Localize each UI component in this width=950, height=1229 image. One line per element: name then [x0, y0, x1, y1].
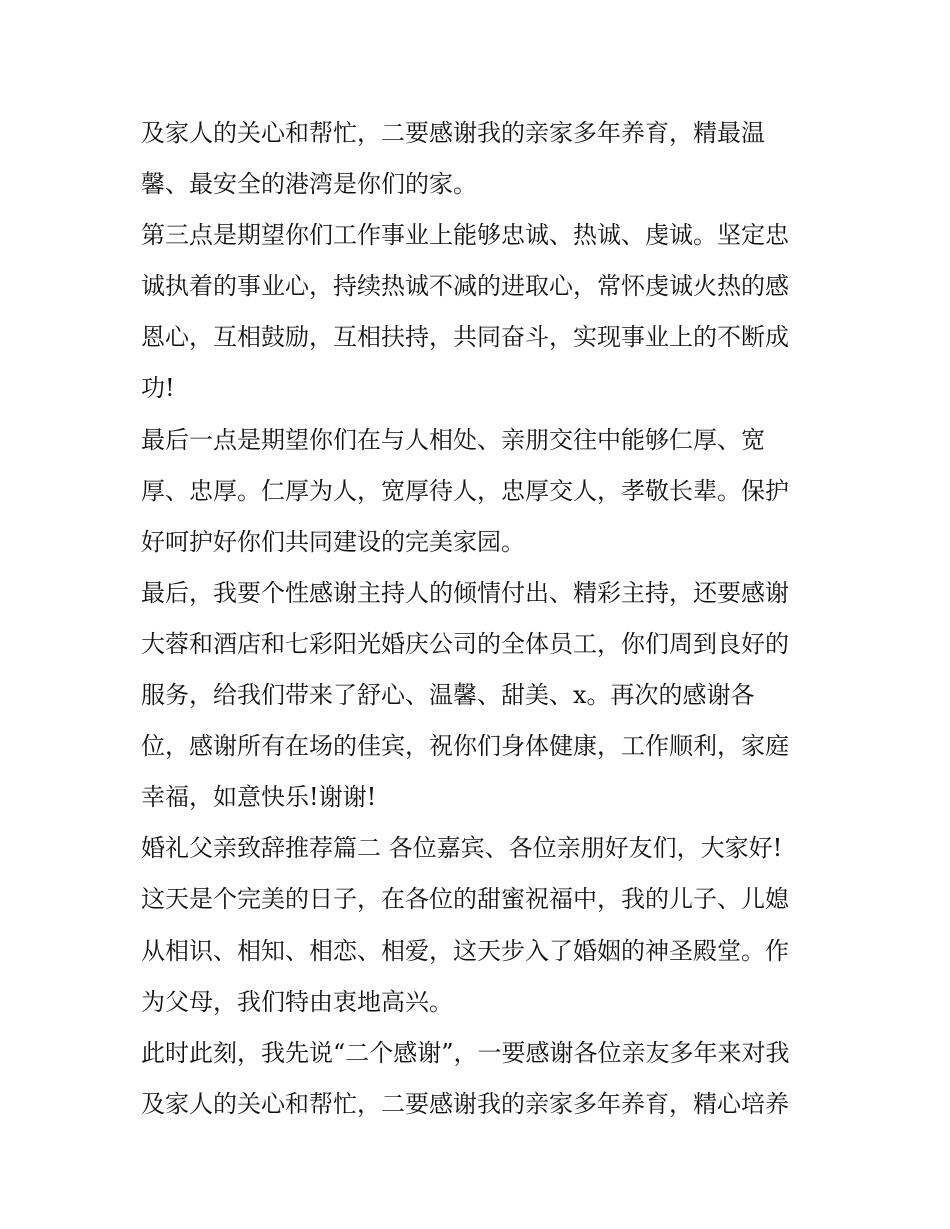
- text-line: 此时此刻，我先说“二个感谢”，一要感谢各位亲友多年来对我: [141, 1038, 790, 1067]
- text-line: 厚、忠厚。仁厚为人，宽厚待人，忠厚交人，孝敬长辈。保护: [141, 476, 789, 505]
- text-line: 婚礼父亲致辞推荐篇二 各位嘉宾、各位亲朋好友们，大家好!: [141, 834, 783, 863]
- text-line: 好呵护好你们共同建设的完美家园。: [141, 527, 525, 556]
- text-line: 大蓉和酒店和七彩阳光婚庆公司的全体员工，你们周到良好的: [141, 629, 789, 658]
- text-line: 这天是个完美的日子，在各位的甜蜜祝福中，我的儿子、儿媳: [141, 885, 789, 914]
- text-line: 从相识、相知、相恋、相爱，这天步入了婚姻的神圣殿堂。作: [141, 936, 789, 965]
- text-line: 馨、最安全的港湾是你们的家。: [141, 170, 477, 199]
- text-line: 第三点是期望你们工作事业上能够忠诚、热诚、虔诚。坚定忠: [141, 221, 789, 250]
- text-line: 及家人的关心和帮忙，二要感谢我的亲家多年养育，精最温: [141, 119, 765, 147]
- text-line: 最后一点是期望你们在与人相处、亲朋交往中能够仁厚、宽: [141, 425, 765, 454]
- text-line: 功!: [141, 374, 175, 403]
- text-line: 位，感谢所有在场的佳宾，祝你们身体健康，工作顺利，家庭: [141, 732, 789, 761]
- text-line: 及家人的关心和帮忙，二要感谢我的亲家多年养育，精心培养: [141, 1089, 789, 1118]
- text-line: 服务，给我们带来了舒心、温馨、甜美、x。再次的感谢各: [141, 681, 755, 710]
- text-line: 诚执着的事业心，持续热诚不减的进取心，常怀虔诚火热的感: [141, 272, 789, 301]
- text-line: 最后，我要个性感谢主持人的倾情付出、精彩主持，还要感谢: [141, 578, 789, 607]
- text-line: 恩心，互相鼓励，互相扶持，共同奋斗，实现事业上的不断成: [141, 323, 789, 352]
- text-line: 为父母，我们特由衷地高兴。: [141, 987, 453, 1016]
- document-body: [141, 108, 821, 1130]
- text-line: 幸福，如意快乐!谢谢!: [141, 783, 377, 812]
